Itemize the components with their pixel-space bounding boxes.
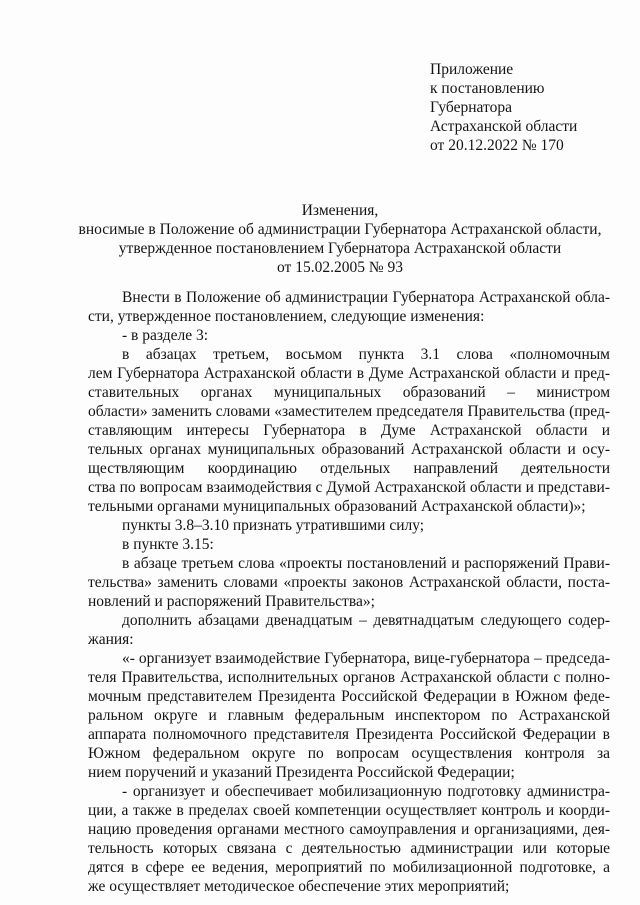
body-line: ции, а также в пределах своей компетенции осуществляет контроль и коорди- bbox=[88, 802, 610, 819]
title-line: от 15.02.2005 № 93 bbox=[277, 259, 403, 276]
body-line: дополнить абзацами двенадцатым – девятнадцатым следующего содер- bbox=[122, 612, 610, 629]
body-line: пункты 3.8–3.10 признать утратившими силу; bbox=[122, 517, 425, 534]
body-line: тельства» заменить словами «проекты законов Астраханской области, поста- bbox=[88, 574, 610, 591]
body-line: тельными органами муниципальных образований Астраханской области)»; bbox=[88, 498, 586, 515]
appendix-line: к постановлению bbox=[430, 80, 545, 97]
appendix-block bbox=[430, 60, 577, 155]
body-line: - организует и обеспечивает мобилизационную подготовку администра- bbox=[122, 783, 610, 800]
body-line: новлений и распоряжений Правительства»; bbox=[88, 593, 375, 610]
appendix-line: Астраханской области bbox=[430, 118, 578, 135]
body-line: тельность которых связана с деятельностью администрации или которые bbox=[88, 840, 610, 857]
body-line: теля Правительства, исполнительных органов Астраханской области с полно- bbox=[88, 669, 610, 686]
body-line: в пункте 3.15: bbox=[122, 536, 214, 553]
body-line: ства по вопросам взаимодействия с Думой Астраханской области и представи- bbox=[88, 479, 610, 496]
body-line: Внести в Положение об администрации Губернатора Астраханской обла- bbox=[122, 289, 610, 306]
body-line: же осуществляет методическое обеспечение этих мероприятий; bbox=[88, 878, 510, 895]
title-line: Изменения, bbox=[301, 202, 379, 219]
body-line: - в разделе 3: bbox=[122, 327, 209, 344]
body-line: ральном округе и главным федеральным инспектором по Астраханской bbox=[88, 707, 610, 724]
body-line: Южном федеральном округе по вопросам осуществления контроля за bbox=[88, 745, 610, 762]
body-line: области» заменить словами «заместителем председателя Правительства (пред- bbox=[88, 403, 610, 420]
body-line: тельных органах муниципальных образований Астраханской области и осу- bbox=[88, 441, 610, 458]
body-line: аппарата полномочного представителя Президента Российской Федерации в bbox=[88, 726, 610, 743]
appendix-line: Приложение bbox=[430, 61, 514, 78]
appendix-line: от 20.12.2022 № 170 bbox=[430, 137, 564, 154]
title-line: вносимые в Положение об администрации Губернатора Астраханской области, bbox=[78, 221, 602, 238]
body-line: ставительных органах муниципальных образований – министром bbox=[88, 384, 610, 401]
body-line: мочным представителем Президента Российской Федерации в Южном феде- bbox=[88, 688, 610, 705]
title-line: утвержденное постановлением Губернатора Астраханской области bbox=[118, 240, 562, 257]
body-line: дятся в сфере ее ведения, мероприятий по мобилизационной подготовке, а bbox=[88, 859, 610, 876]
body-line: в абзацах третьем, восьмом пункта 3.1 слова «полномочным bbox=[122, 346, 610, 363]
body-line: лем Губернатора Астраханской области в Думе Астраханской области и пред- bbox=[88, 365, 610, 382]
body-line: в абзаце третьем слова «проекты постановлений и распоряжений Прави- bbox=[122, 555, 610, 572]
body-line: жания: bbox=[88, 631, 134, 648]
body-line: нием поручений и указаний Президента Российской Федерации; bbox=[88, 764, 515, 781]
body-line: нацию проведения органами местного самоуправления и организациями, дея- bbox=[88, 821, 610, 838]
appendix-line: Губернатора bbox=[430, 99, 512, 116]
body-line: «- организует взаимодействие Губернатора, вице-губернатора – председа- bbox=[122, 650, 610, 667]
body-line: ставляющим интересы Губернатора в Думе Астраханской области и bbox=[88, 422, 610, 439]
body-line: ществляющим координацию отдельных направлений деятельности bbox=[88, 460, 610, 477]
body-line: сти, утвержденное постановлением, следующие изменения: bbox=[88, 308, 485, 325]
document-body bbox=[88, 288, 610, 896]
document-title bbox=[70, 201, 610, 277]
